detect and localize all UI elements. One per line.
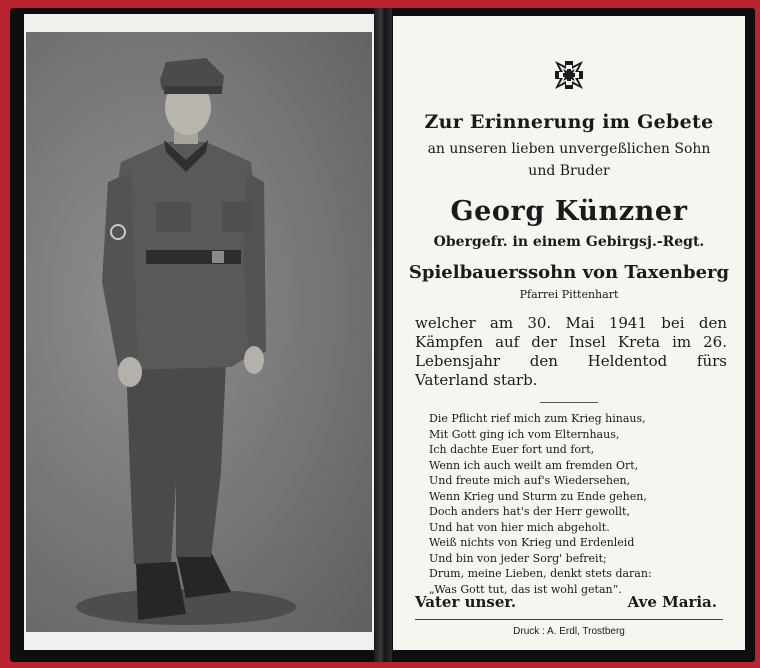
footer-divider xyxy=(415,619,723,620)
poem-line: Und bin von jeder Sorg' befreit; xyxy=(429,551,607,565)
iron-cross-icon xyxy=(550,56,588,94)
poem-line: Und hat von hier mich abgeholt. xyxy=(429,520,610,534)
poem-line: Und freute mich auf's Wiedersehen, xyxy=(429,474,631,487)
deceased-name: Georg Künzner xyxy=(450,196,688,227)
dedication-line: an unseren lieben unvergeßlichen Sohn xyxy=(427,141,711,157)
card-fold-spine xyxy=(374,8,392,662)
soldier-portrait-photo xyxy=(26,32,372,632)
divider xyxy=(540,402,598,403)
poem-line: Mit Gott ging ich vom Elternhaus, xyxy=(429,427,620,441)
poem-line: Doch anders hat's der Herr gewollt, xyxy=(429,505,630,518)
poem-line: Ich dachte Euer fort und fort, xyxy=(429,443,595,456)
memorial-poem xyxy=(429,411,729,597)
dedication-line-2: und Bruder xyxy=(528,163,610,179)
poem-line: Weiß nichts von Krieg und Erdenleid xyxy=(429,536,635,549)
military-rank: Obergefr. in einem Gebirgsj.-Regt. xyxy=(433,234,705,250)
poem-line: Drum, meine Lieben, denkt stets daran: xyxy=(429,567,652,580)
prayer-ave-maria: Ave Maria. xyxy=(627,593,717,611)
memorial-text-panel xyxy=(393,16,745,650)
memorial-heading: Zur Erinnerung im Gebete xyxy=(424,111,714,133)
prayer-vater-unser: Vater unser. xyxy=(415,593,517,611)
origin-line: Spielbauerssohn von Taxenberg xyxy=(408,262,730,283)
printer-credit: Druck : A. Erdl, Trostberg xyxy=(513,626,625,637)
poem-line: „Was Gott tut, das ist wohl getan“. xyxy=(429,582,622,596)
parish-line: Pfarrei Pittenhart xyxy=(519,288,619,301)
poem-line: Die Pflicht rief mich zum Krieg hinaus, xyxy=(429,412,646,425)
poem-line: Wenn Krieg und Sturm zu Ende gehen, xyxy=(429,489,647,503)
poem-line: Wenn ich auch weilt am fremden Ort, xyxy=(429,458,639,472)
death-text: welcher am 30. Mai 1941 bei den Kämpfen auf der Insel Kreta im 26. Lebensjahr den Heldentod fürs Vaterland starb. xyxy=(415,314,727,389)
